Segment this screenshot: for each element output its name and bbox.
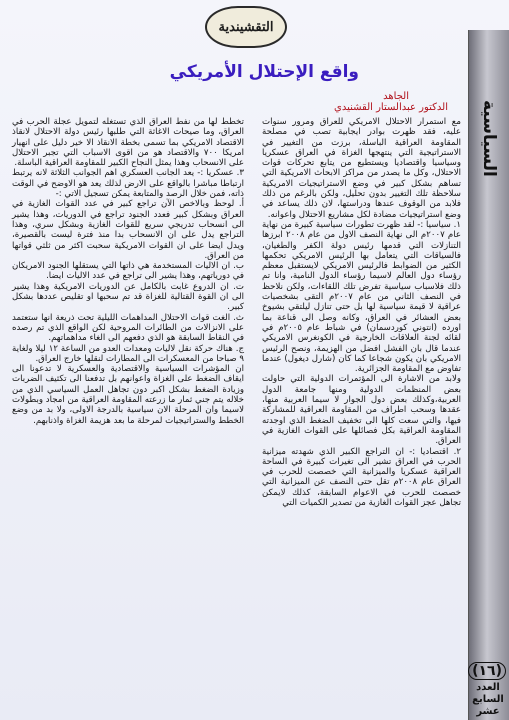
issue-line: العدد: [476, 682, 500, 693]
paragraph: ٣. عسكريا :- يعد الجانب العسكري اهم الجوانب الثلاثة لانه يرتبط ارتباطا مباشرا بالواقع على الارض لذلك يعد هو الاوضح في الوقت ذاته، فمن خلال الرصد والمتابعة يمكن تسجيل الاتي :-: [12, 168, 244, 200]
paragraph: ت. ان الدروع غابت بالكامل عن الدوريات الامريكية وهذا يشير الى ان القوة القتالية للغزاة قد تم سحبها او تقليص عددها بشكل كبير.: [12, 281, 244, 313]
section-label: السياسية: [479, 99, 499, 177]
paragraph: ب. ان الاليات المستخدمة هي ذاتها التي يستقلها الجنود الامريكان في دورياتهم، وهذا يشير الى تراجع في عدد الاليات ايضا.: [12, 261, 244, 282]
issue-line: عشر: [476, 706, 500, 717]
paragraph: مع استمرار الاحتلال الامريكي للعراق ومرور سنوات عليه، فقد ظهرت بوادر ايجابية تصب في مصلحة المقاومة العراقية الباسلة، برزت من التغيير في الاستراتيجية التي ينتهجها الغزاة في العراق عسكريا وسياسيا واقتصاديا ويستطيع من يتابع تحركات قوات الاحتلال، وكل ما يصدر من مراكز الابحاث الامريكية التي تساهم بشكل كبير في وضع الاستراتيجيات الامريكية سلاحظة تلك التغيير بدون تحليل، ولكن بالرغم من ذلك فلابد من الوقوف عندها ودراستها، لان ذلك يساعد في وضع استراتيجيات مضادة لكل مشاريع الاحتلال واعوانه.: [262, 117, 461, 220]
issue-label: [469, 682, 507, 718]
issue-line: السابع: [472, 694, 504, 705]
section-sidebar: [468, 30, 509, 720]
page-number: [470, 662, 506, 680]
page-number-value: (١٦): [468, 662, 506, 680]
article-column-right: [262, 117, 461, 508]
paragraph: تخطط لها من نفط العراق الذي تستغله لتمويل عجلة الحرب في العراق، وما صيحات الاغاثة التي طلبها رئيس دولة الاحتلال لانقاذ الاقتصاد الامريكي بما تسمى بخطة الانقاذ الا خير دليل على انهيار امريكا ٧٠٠ والاقتصاد هو من اقوى الاسباب التي تجبر الاحتلال على الانسحاب وهذا يمثل النجاح الكبير للمقاومة العراقية الباسلة.: [12, 117, 244, 169]
logo-text: التقشيندية: [218, 19, 274, 35]
author-role: الجاهد: [383, 91, 409, 102]
paragraph: ج. هناك حركة نقل لاليات ومعدات العدو من الساعة ١٢ ليلا ولغاية ٩ صباحا من المعسكرات الى المطارات لنقلها خارج العراق.: [12, 343, 244, 364]
masthead-logo: [205, 6, 287, 48]
paragraph: أ. لوحظ وبالاخص الآن تراجع كبير في عدد القوات الغازية في العراق وبشكل كبير فعدد الجنود تراجع في الدوريات، وهذا يشير الى انسحاب تدريجي سريع للقوات الغازية وبشكل سري، وهذا التراجع يدل على ان الانسحاب بدا منذ فترة ليست بالقصيرة، ويدل ايضا على ان القوات الامريكية سحبت اكثر من ثلثي قواتها من العراق.: [12, 199, 244, 261]
paragraph: ٢. اقتصاديا :- ان التراجع الكبير الذي شهدته ميزانية الحرب في العراق تشير الى تغيرات كبيرة في الساحة العراقية عسكريا والميزانية التي خصصت للحرب في العراق عام ٢٠٠٨م تقل حتى النصف عن الميزانية التي خصصت للحرب في الاعوام السابقة، كذلك لايمكن تجاهل عجز القوات الغازية من تصدير الكميات التي: [262, 446, 461, 508]
paragraph: ان المؤشرات السياسية والاقتصادية والعسكرية لا تدعونا الى ايقاف الضغط على الغزاة واعوانهم بل تدفعنا الى تكثيف الضربات وزيادة الضغط بشكل اكبر دون تجاهل العمل السياسي الذي من خلاله يتم جني ثمار ما زرعته المقاومة العراقية من امجاد وبطولات لاسيما وان المرحلة الان سياسية بالدرجة الاولى، ولا بد من وضع الخطط والستراتيجيات لمرحلة ما بعد هزيمة الغزاة واذنابهم.: [12, 364, 244, 426]
author-name: الدكتور عبدالستار القشنيدي: [334, 102, 448, 113]
paragraph: ١. سياسيا :- لقد ظهرت تطورات سياسية كبيرة من نهاية عام ٢٠٠٧م الى نهاية النصف الاول من عام ٢٠٠٨ ابرزها التنازلات التي قدمها رئيس دولة الكفر والطغيان، فالسياقات التي يتعامل بها الرئيس الامريكي تحكمها الكثير من الضوابط فالرئيس الامريكي لايستقبل معظم رؤساء دول العالم لاسيما رؤساء الدول النامية، وانا تم ذلك فلاسباب سياسية تفرض تلك اللقاءات، ولكن نلاحظ في النصف الثاني من عام ٢٠٠٧م التقى بشخصيات عراقية لا قيمة سياسية لها بل حتى تنازل ليلتقي بشيوخ بعض العشائر في العراق، وكانه وصل الى قناعة بما اورده (انتوني كوردسمان) في شباط عام ٢٠٠٥م في لقائه لجنة العلاقات الخارجية في الكونغرس الامريكي عندما قال بان الفشل افضل من الهزيمة، ونصح الرئيس الامريكي بان يكون شجاعا كما كان (شارل ديغول) عندما تفاوض مع المقاومة الجزائرية.: [262, 219, 461, 375]
paragraph: ث. الغت قوات الاحتلال المداهمات الليلية تحت ذريعة انها ستعتمد على الانزالات من الطائرات المروحية لكن الواقع الذي تم رصده في النقاط السابقة هو الذي دفعهم الى الغاء مداهماتهم.: [12, 312, 244, 344]
paragraph: ولابد من الاشارة الى المؤتمرات الدولية التي حاولت بعض المنظمات الدولية ومنها جامعة الدول العربية،وكذلك بعض دول الجوار لا سيما العربية منها، عقدها وسحب اطراف من المقاومة العراقية للمشاركة فيها، والتي سعت كلها الى تخفيف الضغط الذي اوجدته المقاومة العراقية بكل فصائلها على القوات الغازية في العراق.: [262, 374, 461, 447]
article-column-left: [12, 117, 244, 426]
article-title: واقع الإحتلال الأمريكي: [169, 62, 359, 82]
